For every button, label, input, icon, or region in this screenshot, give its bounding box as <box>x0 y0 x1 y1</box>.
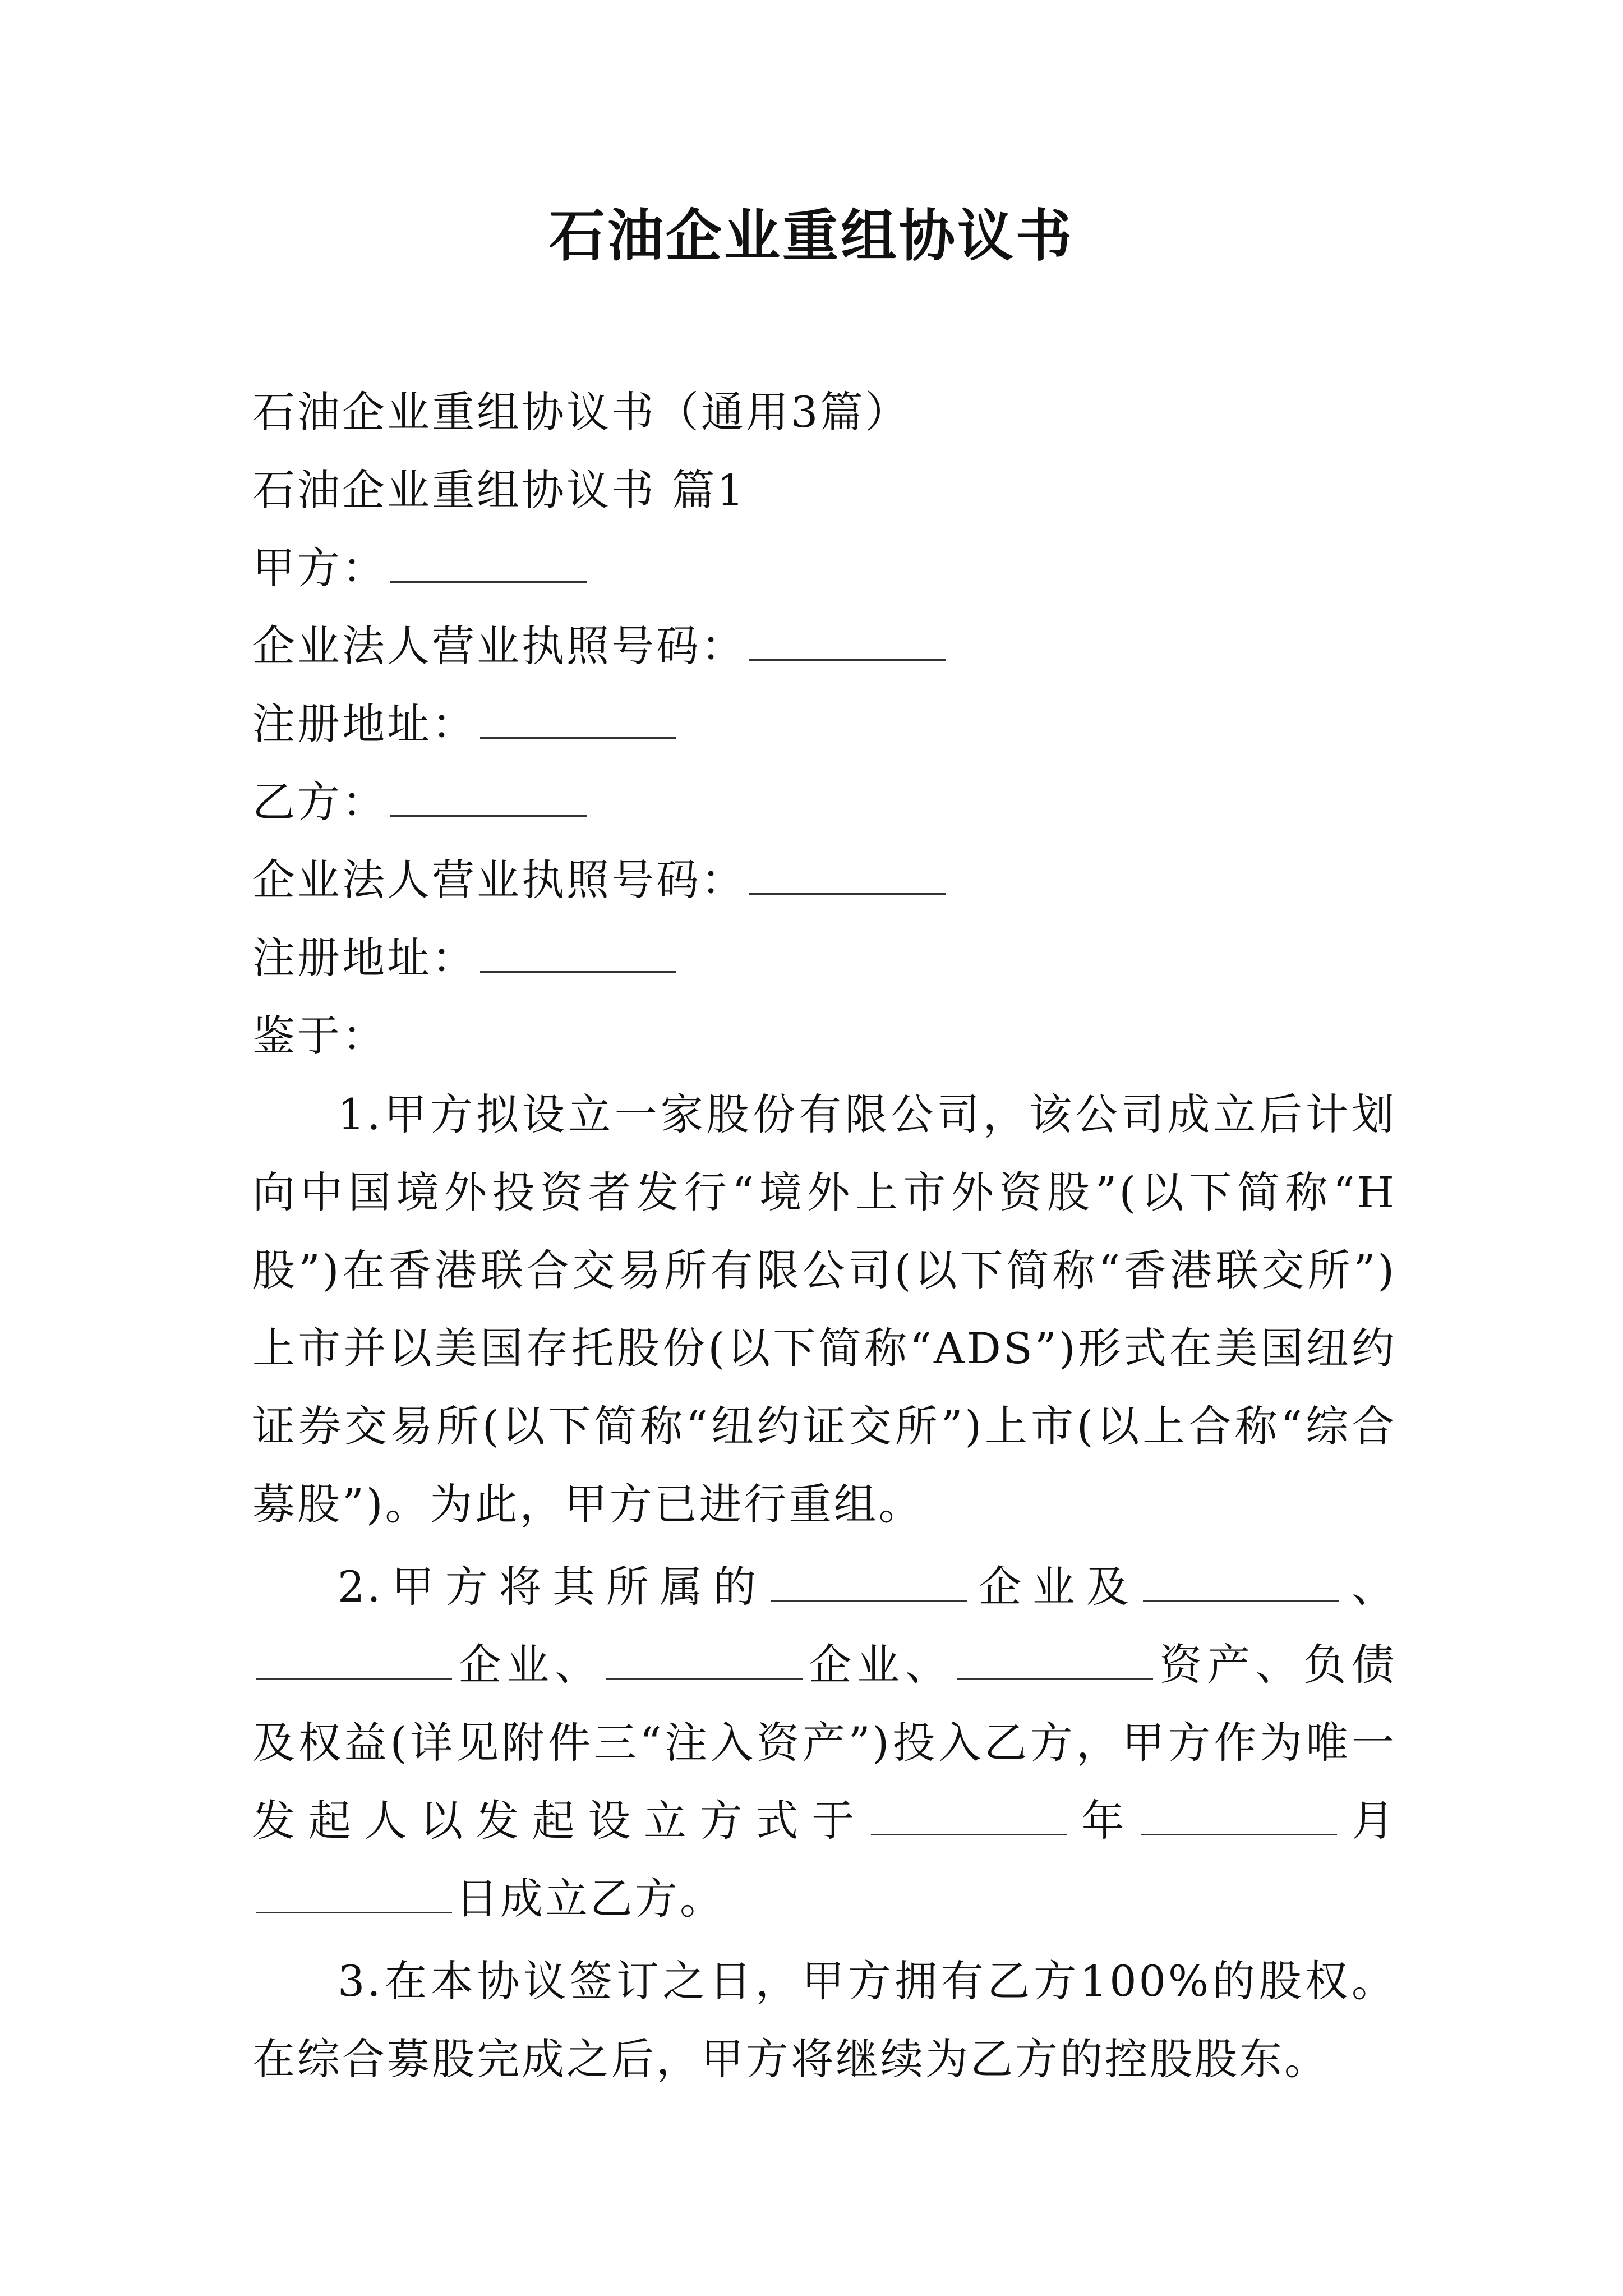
party-b-line <box>252 763 1396 841</box>
clause-2-part-5: 企业、 <box>805 1640 953 1690</box>
clause-2-blank-3 <box>256 1644 452 1680</box>
party-a-license-blank <box>749 625 946 661</box>
party-a-address-label: 注册地址： <box>252 699 477 749</box>
clause-2-blank-5 <box>957 1644 1153 1680</box>
party-a-license-label: 企业法人营业执照号码： <box>252 621 746 671</box>
clause-2-blank-year <box>871 1800 1067 1835</box>
clause-2-part-7: 年 <box>1070 1796 1138 1846</box>
clause-2-blank-month <box>1141 1800 1337 1835</box>
party-b-license-label: 企业法人营业执照号码： <box>252 855 746 905</box>
clause-2-part-3: 、 <box>1343 1562 1397 1612</box>
party-a-label: 甲方： <box>252 543 387 593</box>
clause-2-part-1: 2.甲方将其所属的 <box>338 1562 767 1612</box>
clause-2-blank-1 <box>771 1566 967 1602</box>
clause-2-part-4: 企业、 <box>455 1640 603 1690</box>
clause-1: 1.甲方拟设立一家股份有限公司，该公司成立后计划向中国境外投资者发行“境外上市外资股”(以下简称“H股”)在香港联合交易所有限公司(以下简称“香港联交所”)上市并以美国存托股份(以下简称“ADS”)形式在美国纽约证券交易所(以下简称“纽约证交所”)上市(以上合称“综合募股”)。为此，甲方已进行重组。 <box>252 1089 1396 1529</box>
clause-3: 3.在本协议签订之日，甲方拥有乙方100%的股权。在综合募股完成之后，甲方将继续为乙方的控股股东。 <box>252 1956 1396 2084</box>
clause-2-part-9: 日成立乙方。 <box>455 1874 725 1924</box>
clause-2-blank-2 <box>1143 1566 1339 1602</box>
clause-gap <box>252 1938 1396 1942</box>
clause-2-part-2: 企业及 <box>970 1562 1140 1612</box>
party-a-line <box>252 529 1396 607</box>
party-a-license-line <box>252 607 1396 685</box>
clause-2-blank-day <box>256 1878 452 1913</box>
party-b-address-blank <box>480 937 676 973</box>
clause-2-part-8: 月 <box>1340 1796 1397 1846</box>
party-b-address-label: 注册地址： <box>252 933 477 983</box>
party-b-label: 乙方： <box>252 777 387 827</box>
document-content <box>252 373 1396 1075</box>
document-title: 石油企业重组协议书 <box>549 203 1074 269</box>
section-heading: 石油企业重组协议书 篇1 <box>252 465 746 515</box>
whereas-line: 鉴于： <box>252 1011 387 1061</box>
clause-2-part-6: 资产、负债及权益(详见附件三“注入资产”)投入乙方，甲方作为唯一发起人以发起设立方式于 <box>252 1640 1397 1846</box>
party-b-license-blank <box>749 859 946 895</box>
clause-2 <box>252 1548 1396 1938</box>
party-b-license-line <box>252 841 1396 919</box>
party-a-blank <box>390 547 587 583</box>
party-b-blank <box>390 781 587 817</box>
subtitle-line: 石油企业重组协议书（通用3篇） <box>252 387 910 437</box>
party-a-address-line <box>252 685 1396 763</box>
party-b-address-line <box>252 919 1396 997</box>
clauses-block <box>252 1075 1396 2098</box>
clause-2-blank-4 <box>606 1644 803 1680</box>
party-a-address-blank <box>480 703 676 739</box>
clause-gap <box>252 1543 1396 1548</box>
